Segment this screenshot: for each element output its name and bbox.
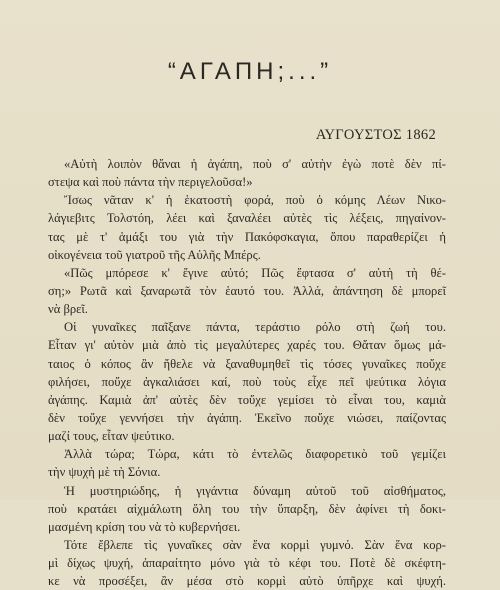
text-line: τας μὲ τ' ἁμάξι του γιὰ τὴν Πακόφσκαγια, ὅπου παραθερίζει ἡ	[48, 229, 446, 244]
chapter-title: “ΑΓΑΠΗ;...”	[167, 58, 333, 85]
text-line: νὰ βρεῖ.	[48, 302, 88, 317]
text-line: ταιος ὁ κόπος ἂν ἤθελε νὰ ξαναθυμηθεῖ τὶς τόσες γυναῖκες ποὔχε	[48, 356, 446, 371]
text-line: Τότε ἔβλεπε τὶς γυναῖκες σὰν ἕνα κορμὶ γυμνό. Σὰν ἕνα κορ-	[64, 537, 446, 552]
body-text	[48, 155, 446, 590]
text-line: ποὺ κρατάει αἰχμάλωτη ὅλη του τὴν ὕπαρξη, δὲν ἀφίνει τὴ δοκι-	[48, 501, 446, 516]
text-line: δὲν τοὔχε γεννήσει τὴν ἀγάπη. Ἐκεῖνο ποὔχε νιώσει, παίζοντας	[48, 410, 446, 425]
text-line: Ἴσως νᾶταν κ' ἡ ἑκατοστὴ φορά, ποὺ ὁ κόμης Λέων Νικο-	[64, 193, 446, 208]
text-line: ση;» Ρωτᾶ καὶ ξαναρωτᾶ τὸν ἑαυτό του. Ἀλλά, ἀπάντηση δὲ μπορεῖ	[48, 283, 446, 298]
text-line: τὴν ψυχὴ μὲ τὴ Σόνια.	[48, 465, 161, 480]
chapter-date: ΑΥΓΟΥΣΤΟΣ 1862	[315, 127, 436, 143]
text-line: Οἱ γυναῖκες παῖξανε πάντα, τεράστιο ρόλο στὴ ζωή του.	[64, 320, 446, 335]
text-line: Ἡ μυστηριώδης, ἡ γιγάντια δύναμη αὐτοῦ τοῦ αἰσθήματος,	[64, 483, 446, 498]
text-line: «Αὐτὴ λοιπὸν θἄναι ἡ ἀγάπη, ποὺ σ' αὐτὴν ἐγὼ ποτὲ δὲν πί-	[64, 157, 446, 171]
text-line: στεψα καὶ ποὺ πάντα τὴν περιγελοῦσα!»	[48, 175, 253, 190]
text-line: κε νὰ προσέξει, ἂν μέσα στὸ κορμὶ αὐτὸ ὑπῆρχε καὶ ψυχή.	[48, 574, 446, 589]
text-line: οἰκογένεια τοῦ γιατροῦ τῆς Αὐλῆς Μπέρς.	[48, 247, 261, 262]
text-line: Ἀλλὰ τώρα; Τώρα, κάτι τὸ ἐντελῶς διαφορετικὸ τοῦ γεμίζει	[64, 447, 446, 462]
text-line: λάγιεβιτς Τολστόη, λέει καὶ ξαναλέει αὐτὲς τὶς λέξεις, πηγαίνον-	[48, 211, 446, 226]
text-line: φιλήσει, ποὔχε ἀγκαλιάσει καί, ποὺ τοὺς εἶχε πεῖ ψεύτικα λόγια	[48, 374, 446, 389]
text-line: μαζί τους, εἶταν ψεύτικο.	[48, 429, 175, 444]
text-line: μασμένη κρίση του νὰ τὸ κυβερνήσει.	[48, 519, 241, 534]
text-line: ἀγάπης. Καμιὰ ἀπ' αὐτὲς δὲν τοὔχε γεμίσει τὸ εἶναι του, καμιὰ	[48, 392, 446, 407]
text-line: Εἶταν γι' αὐτὸν μιὰ ἀπὸ τὶς μεγαλύτερες χαρές του. Θἄταν ὅμως μά-	[48, 338, 446, 353]
text-line: «Πῶς μπόρεσε κ' ἔγινε αὐτό; Πῶς ἔφτασα σ' αὐτὴ τὴ θέ-	[64, 265, 446, 280]
text-line: μὶ δίχως ψυχή, ἀπαραίτητο μόνο γιὰ τὸ κέφι του. Ποτὲ δὲ σκέφτη-	[48, 556, 446, 571]
